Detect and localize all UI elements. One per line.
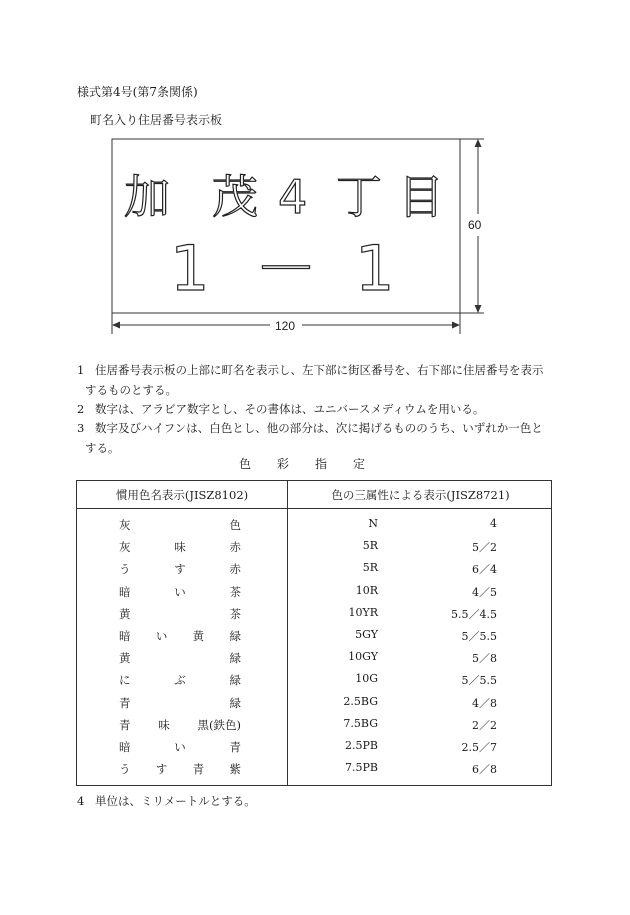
color-name-part: 緑 (229, 628, 241, 643)
color-name-part: 青 (119, 717, 131, 732)
table-title: 色彩指定 (238, 457, 391, 471)
color-name-part: 黄 (119, 606, 131, 621)
height-dimension-label: 60 (468, 218, 482, 232)
table-row (77, 561, 553, 583)
value-chroma: 5／8 (472, 652, 497, 666)
value-chroma: 2／2 (472, 718, 497, 732)
value-chroma: 4／8 (472, 696, 497, 710)
color-name-part: う (119, 762, 131, 777)
hue-value: 2.5PB (345, 738, 378, 752)
color-name-part: い (174, 584, 186, 599)
value-chroma: 2.5／7 (461, 740, 497, 754)
color-name (119, 606, 241, 622)
hue-value: 10G (355, 672, 378, 686)
color-name-part: 味 (174, 540, 186, 555)
color-name (119, 695, 241, 711)
hue-value: 2.5BG (343, 694, 378, 708)
table-rows (77, 517, 553, 783)
color-name (119, 628, 241, 644)
plate-town-char: 加 (124, 170, 170, 224)
plate-hyphen: － (255, 232, 318, 305)
header-common-name: 慣用色名表示(JISZ8102) (115, 488, 249, 502)
value-chroma: 4 (490, 517, 497, 530)
header-munsell: 色の三属性による表示(JISZ8721) (331, 488, 510, 502)
color-name-part: す (174, 562, 186, 577)
color-name-part: 灰 (119, 518, 131, 532)
plate-town-char: 目 (398, 170, 444, 224)
table-row (77, 695, 553, 717)
plate-block-number: 1 (170, 232, 210, 305)
color-name-part: 灰 (119, 540, 131, 555)
value-chroma: 4／5 (472, 585, 497, 599)
table-row (77, 606, 553, 628)
color-name (119, 739, 241, 755)
color-name-part: に (119, 673, 131, 688)
value-chroma: 5.5／4.5 (451, 607, 497, 621)
note-3 (77, 418, 557, 458)
color-name-part: 青 (229, 739, 241, 754)
hue-value: 5GY (355, 627, 378, 641)
table-row (77, 672, 553, 694)
note-text: 数字は、アラビア数字とし、その書体は、ユニバースメディウムを用いる。 (95, 402, 485, 416)
value-chroma: 5／5.5 (461, 629, 497, 643)
color-name-part: 青 (192, 762, 205, 777)
table-row (77, 584, 553, 606)
color-name-part: 緑 (229, 673, 241, 688)
value-chroma: 6／8 (472, 763, 497, 777)
plate-diagram (0, 0, 630, 350)
header-divider (77, 508, 551, 509)
color-name-part: い (155, 628, 168, 643)
hue-value: 10GY (348, 650, 378, 664)
plate-title: 町名入り住居番号表示板 (90, 113, 223, 127)
note-2 (77, 399, 557, 419)
note-text: するものとする。 (85, 383, 177, 397)
plate-town-char: 丁 (336, 170, 382, 224)
color-name-part: 黄 (119, 651, 131, 666)
color-name-part: 暗 (119, 739, 131, 754)
note-number: 2 (77, 402, 85, 416)
note-number: 3 (77, 421, 85, 435)
table-row (77, 517, 553, 539)
table-row (77, 717, 553, 739)
hue-value: 5R (362, 539, 378, 553)
plate-house-number: 1 (355, 232, 395, 305)
value-chroma: 5／5.5 (461, 674, 497, 688)
color-table (76, 480, 552, 786)
color-name (119, 584, 241, 600)
value-chroma: 5／2 (472, 541, 497, 555)
color-name-part: 黄 (192, 628, 205, 643)
width-dimension-label: 120 (275, 319, 296, 333)
note-text: 数字及びハイフンは、白色とし、他の部分は、次に掲げるもののうち、いずれか一色と (95, 421, 543, 435)
color-name-part: ぶ (174, 673, 186, 688)
hue-value: N (368, 517, 378, 530)
note-text: 住居番号表示板の上部に町名を表示し、左下部に街区番号を、右下部に住居番号を表示 (95, 363, 544, 377)
color-name-part: 黒(鉄色) (197, 717, 241, 732)
color-name (119, 650, 241, 666)
hue-value: 10YR (348, 605, 378, 619)
plate-town-char: 茂 (212, 170, 258, 224)
color-name (119, 717, 241, 733)
color-name-part: 茶 (229, 606, 241, 621)
color-name-part: 緑 (229, 651, 241, 666)
color-name (119, 517, 241, 533)
table-row (77, 761, 553, 783)
color-name-part: す (155, 762, 168, 777)
hue-value: 7.5BG (343, 716, 378, 730)
color-name-part: 暗 (119, 584, 131, 599)
color-name (119, 561, 241, 577)
note-text: 単位は、ミリメートルとする。 (95, 794, 256, 808)
form-label: 様式第4号(第7条関係) (77, 85, 198, 99)
color-name (119, 761, 241, 777)
note-4 (77, 791, 557, 811)
color-name (119, 539, 241, 555)
note-text: する。 (85, 441, 120, 455)
color-name-part: 紫 (229, 762, 241, 777)
color-name-part: 暗 (119, 628, 131, 643)
note-number: 4 (77, 794, 85, 808)
value-chroma: 6／4 (472, 563, 497, 577)
plate-town-char: 4 (278, 170, 308, 224)
table-row (77, 628, 553, 650)
table-row (77, 539, 553, 561)
color-name-part: 緑 (229, 695, 241, 710)
color-name-part: 茶 (229, 584, 241, 599)
color-name-part: う (119, 562, 131, 577)
color-name (119, 672, 241, 688)
table-row (77, 650, 553, 672)
color-name-part: 色 (229, 518, 241, 532)
table-row (77, 739, 553, 761)
color-name-part: 味 (158, 717, 170, 732)
color-name-part: 青 (119, 695, 131, 710)
hue-value: 10R (355, 583, 378, 597)
note-number: 1 (77, 363, 85, 377)
note-1 (77, 360, 557, 400)
color-name-part: い (174, 739, 186, 754)
hue-value: 7.5PB (345, 761, 378, 775)
hue-value: 5R (362, 561, 378, 575)
color-name-part: 赤 (229, 562, 241, 577)
color-name-part: 赤 (229, 540, 241, 555)
